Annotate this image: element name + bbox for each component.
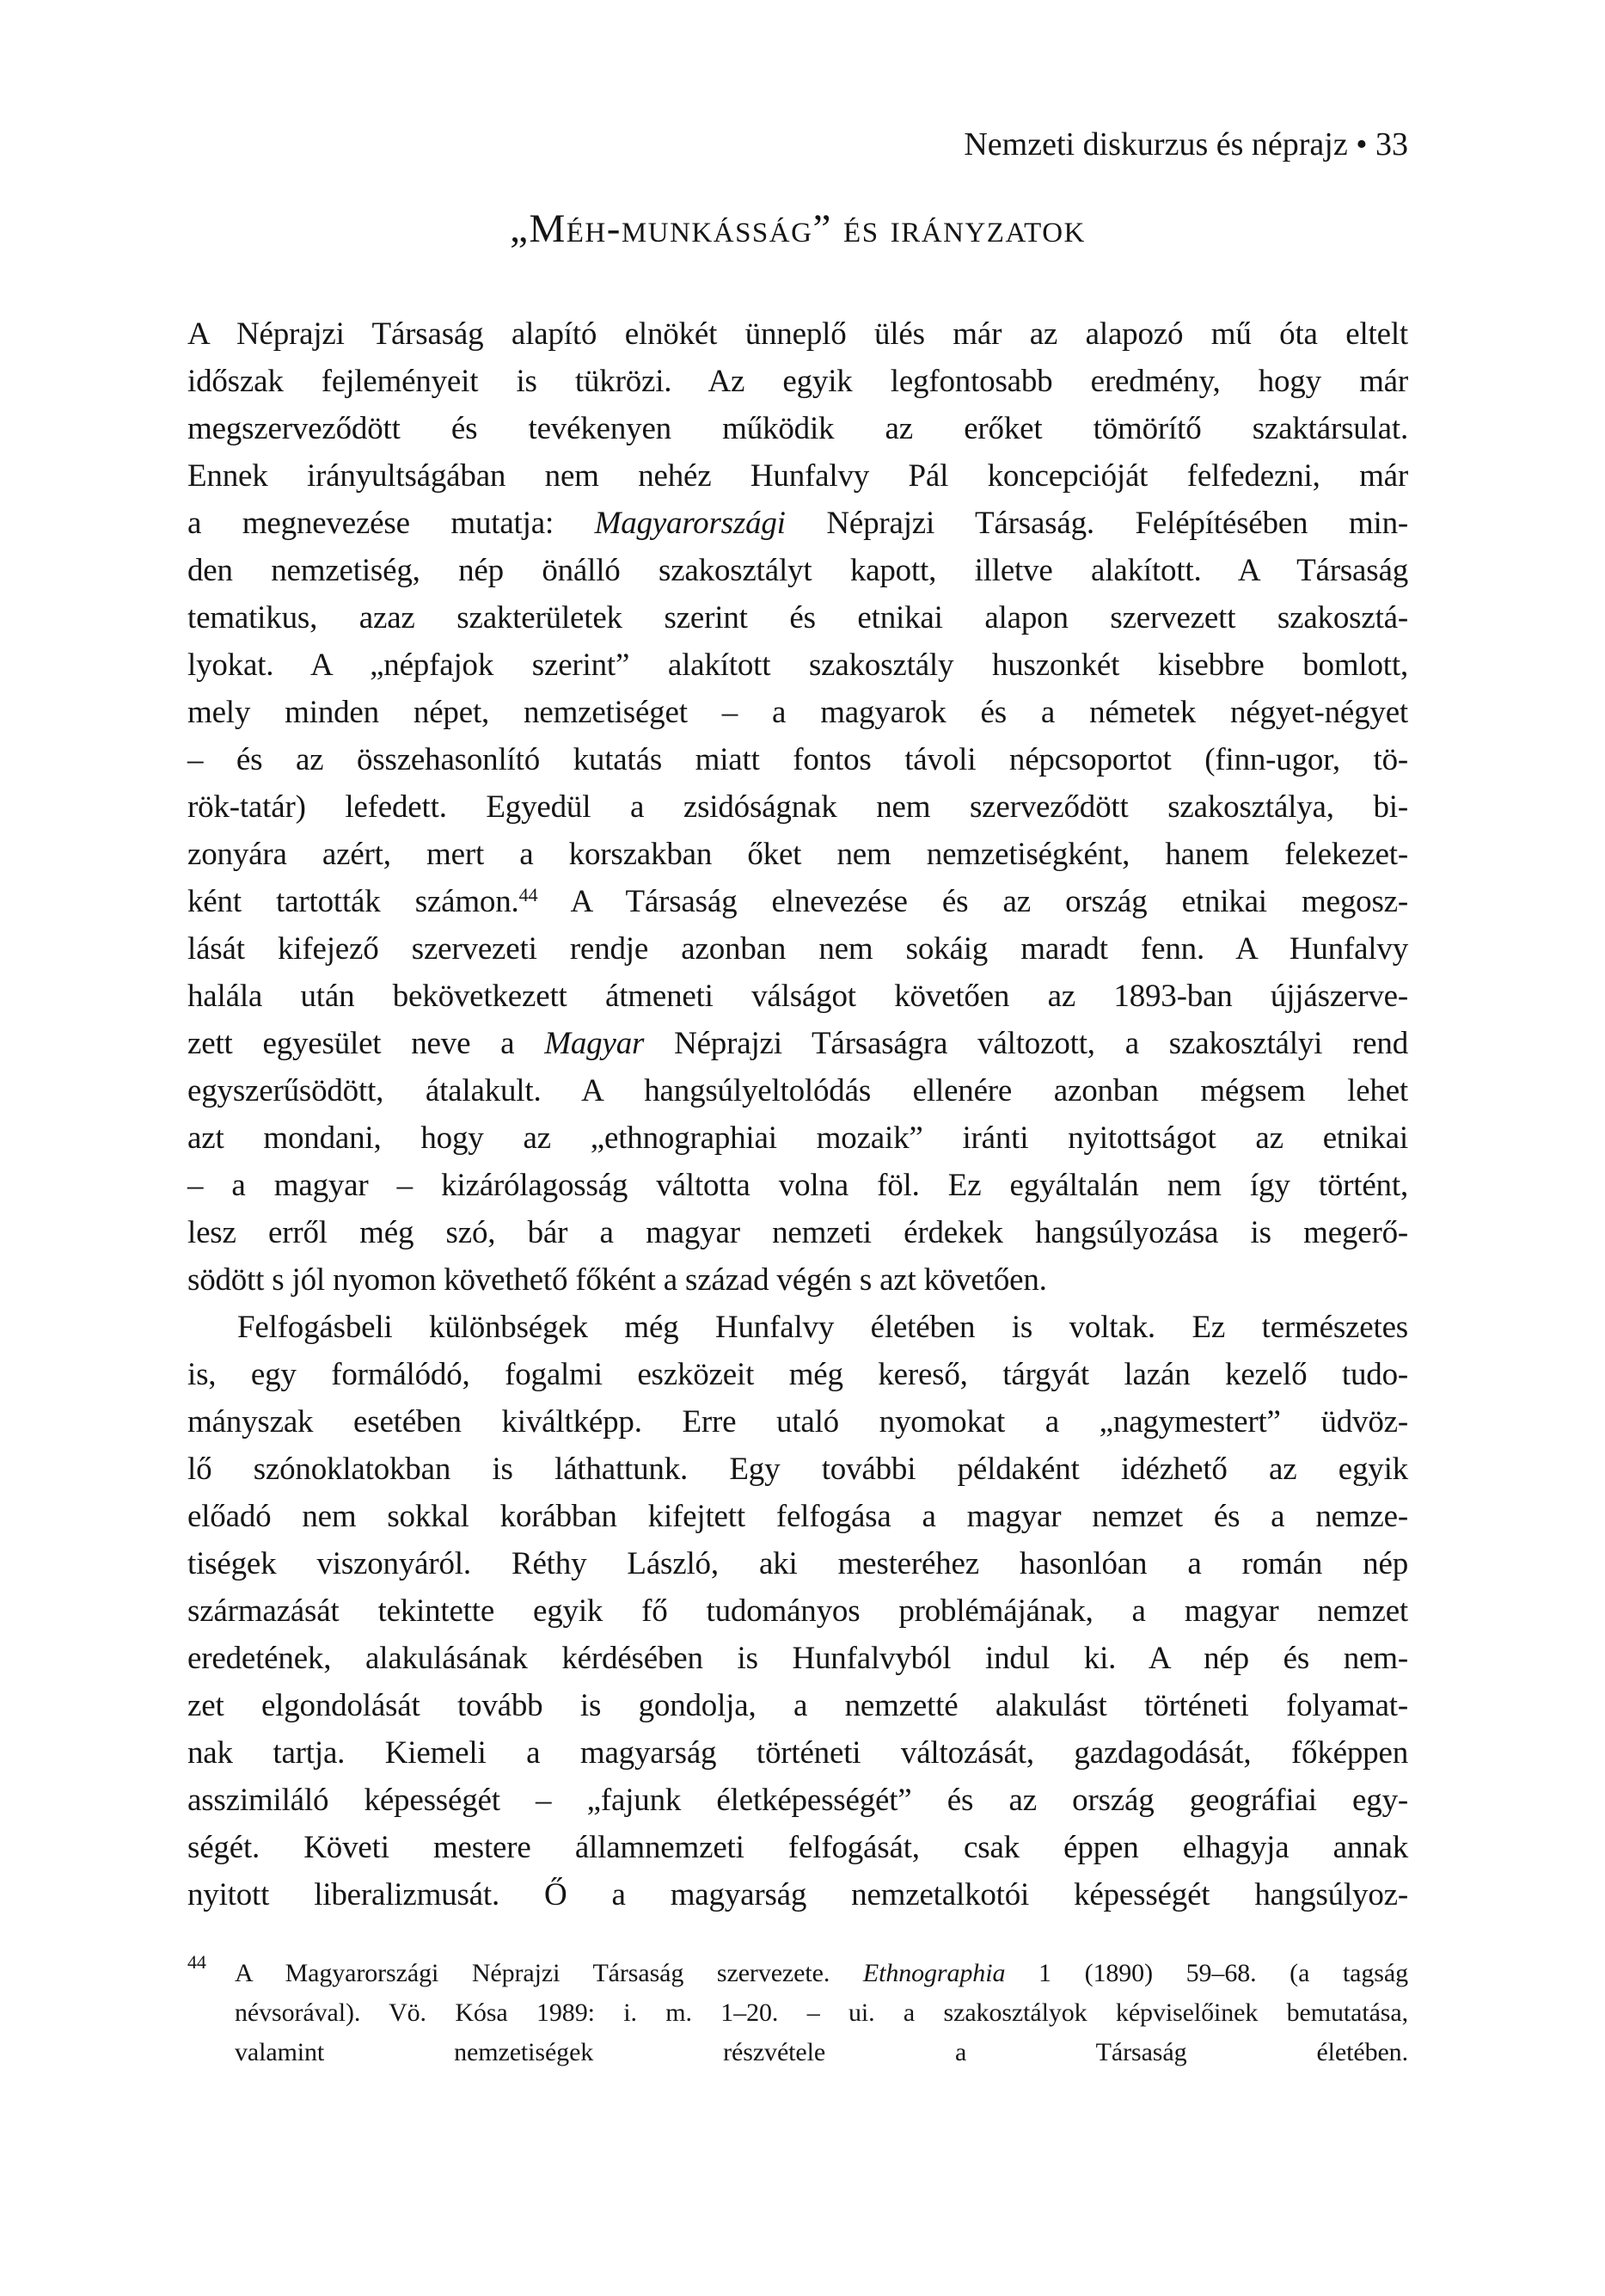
body-line: ségét. Követi mestere államnemzeti felfogását, csak éppen elhagyja annak	[187, 1830, 1408, 1865]
body-line: A Néprajzi Társaság alapító elnökét ünneplő ülés már az alapozó mű óta eltelt	[187, 316, 1408, 352]
footnote-text	[187, 1954, 1408, 2072]
body-line: södött s jól nyomon követhető főként a század végén s azt követően.	[187, 1262, 1047, 1298]
body-line: zett egyesület neve a Magyar Néprajzi Társaságra változott, a szakosztályi rend	[187, 1026, 1409, 1061]
body-line: tiségek viszonyáról. Réthy László, aki mesteréhez hasonlóan a román nép	[187, 1546, 1408, 1581]
running-header-text: Nemzeti diskurzus és néprajz • 33	[964, 126, 1408, 163]
body-line: is, egy formálódó, fogalmi eszközeit még kereső, tárgyát lazán kezelő tudo-	[187, 1357, 1408, 1392]
body-line: eredetének, alakulásának kérdésében is Hunfalvyból indul ki. A nép és nem-	[187, 1641, 1408, 1676]
body-line: mányszak esetében kiváltképp. Erre utaló nyomokat a „nagymestert” üdvöz-	[187, 1404, 1408, 1440]
body-line: azt mondani, hogy az „ethnographiai mozaik” iránti nyitottságot az etnikai	[187, 1120, 1408, 1156]
body-line: lyokat. A „népfajok szerint” alakított szakosztály huszonkét kisebbre bomlott,	[187, 648, 1408, 683]
body-line: Ennek irányultságában nem nehéz Hunfalvy Pál koncepcióját felfedezni, már	[187, 458, 1408, 494]
body-line: halála után bekövetkezett átmeneti válságot követően az 1893-ban újjászerve-	[187, 979, 1408, 1014]
body-line: egyszerűsödött, átalakult. A hangsúlyeltolódás ellenére azonban mégsem lehet	[187, 1073, 1408, 1108]
body-line: ként tartották számon.$^{44}$ A Társaság elnevezése és az ország etnikai megosz-	[187, 883, 1408, 919]
body-line: zet elgondolását tovább is gondolja, a nemzetté alakulást történeti folyamat-	[187, 1688, 1408, 1723]
body-line: lását kifejező szervezeti rendje azonban nem sokáig maradt fenn. A Hunfalvy	[187, 931, 1408, 967]
footnote: 44 A Magyarországi Néprajzi Társaság szervezete. Ethnographia 1 (1890) 59–68. (a tagság névsorával). Vö. Kósa 1989: i. m. 1–20. – ui. a szakosztályok képviselőinek bemutatása, valamint nemzetiségek részvétele a Társaság életében.	[187, 1954, 1408, 2072]
section-title: „Méh-munkásság” és irányzatok	[510, 206, 1086, 251]
body-line: a megnevezése mutatja: Magyarországi Néprajzi Társaság. Felépítésében min-	[187, 506, 1409, 541]
body-line: mely minden népet, nemzetiséget – a magyarok és a németek négyet-négyet	[187, 695, 1408, 730]
body-line: lő szónoklatokban is láthattunk. Egy további példaként idézhető az egyik	[187, 1452, 1408, 1487]
body-line: tematikus, azaz szakterületek szerint és etnikai alapon szervezett szakosztá-	[187, 600, 1408, 635]
body-line: származását tekintette egyik fő tudományos problémájának, a magyar nemzet	[187, 1593, 1408, 1629]
body-text	[187, 310, 1408, 1918]
body-line: den nemzetiség, nép önálló szakosztályt kapott, illetve alakított. A Társaság	[187, 553, 1408, 588]
running-header	[187, 126, 1408, 163]
body-line: időszak fejleményeit is tükrözi. Az egyik legfontosabb eredmény, hogy már	[187, 364, 1408, 399]
footnote-line: névsorával). Vö. Kósa 1989: i. m. 1–20. – ui. a szakosztályok képviselőinek bemutatása,	[235, 1998, 1408, 2027]
body-line: megszerveződött és tevékenyen működik az erőket tömörítő szaktársulat.	[187, 411, 1408, 446]
footnote-line: valamint nemzetiségek részvétele a Társaság életében.	[235, 2038, 1408, 2066]
body-line: – és az összehasonlító kutatás miatt fontos távoli népcsoportot (finn-ugor, tö-	[187, 742, 1408, 777]
body-line: – a magyar – kizárólagosság váltotta volna föl. Ez egyáltalán nem így történt,	[187, 1168, 1408, 1203]
body-line: rök-tatár) lefedett. Egyedül a zsidóságnak nem szerveződött szakosztálya, bi-	[187, 789, 1408, 825]
body-line: asszimiláló képességét – „fajunk életképességét” és az ország geográfiai egy-	[187, 1783, 1408, 1818]
body-line: előadó nem sokkal korábban kifejtett felfogása a magyar nemzet és a nemze-	[187, 1499, 1408, 1534]
body-line: zonyára azért, mert a korszakban őket nem nemzetiségként, hanem felekezet-	[187, 837, 1408, 872]
footnote-line: A Magyarországi Néprajzi Társaság szervezete. Ethnographia 1 (1890) 59–68. (a tagság	[235, 1959, 1408, 1987]
body-line: nyitott liberalizmusát. Ő a magyarság nemzetalkotói képességét hangsúlyoz-	[187, 1877, 1408, 1912]
body-line: nak tartja. Kiemeli a magyarság történeti változását, gazdagodását, főképpen	[187, 1735, 1408, 1771]
body-line: Felfogásbeli különbségek még Hunfalvy életében is voltak. Ez természetes	[237, 1310, 1408, 1345]
body-line: lesz erről még szó, bár a magyar nemzeti érdekek hangsúlyozása is megerő-	[187, 1215, 1408, 1250]
